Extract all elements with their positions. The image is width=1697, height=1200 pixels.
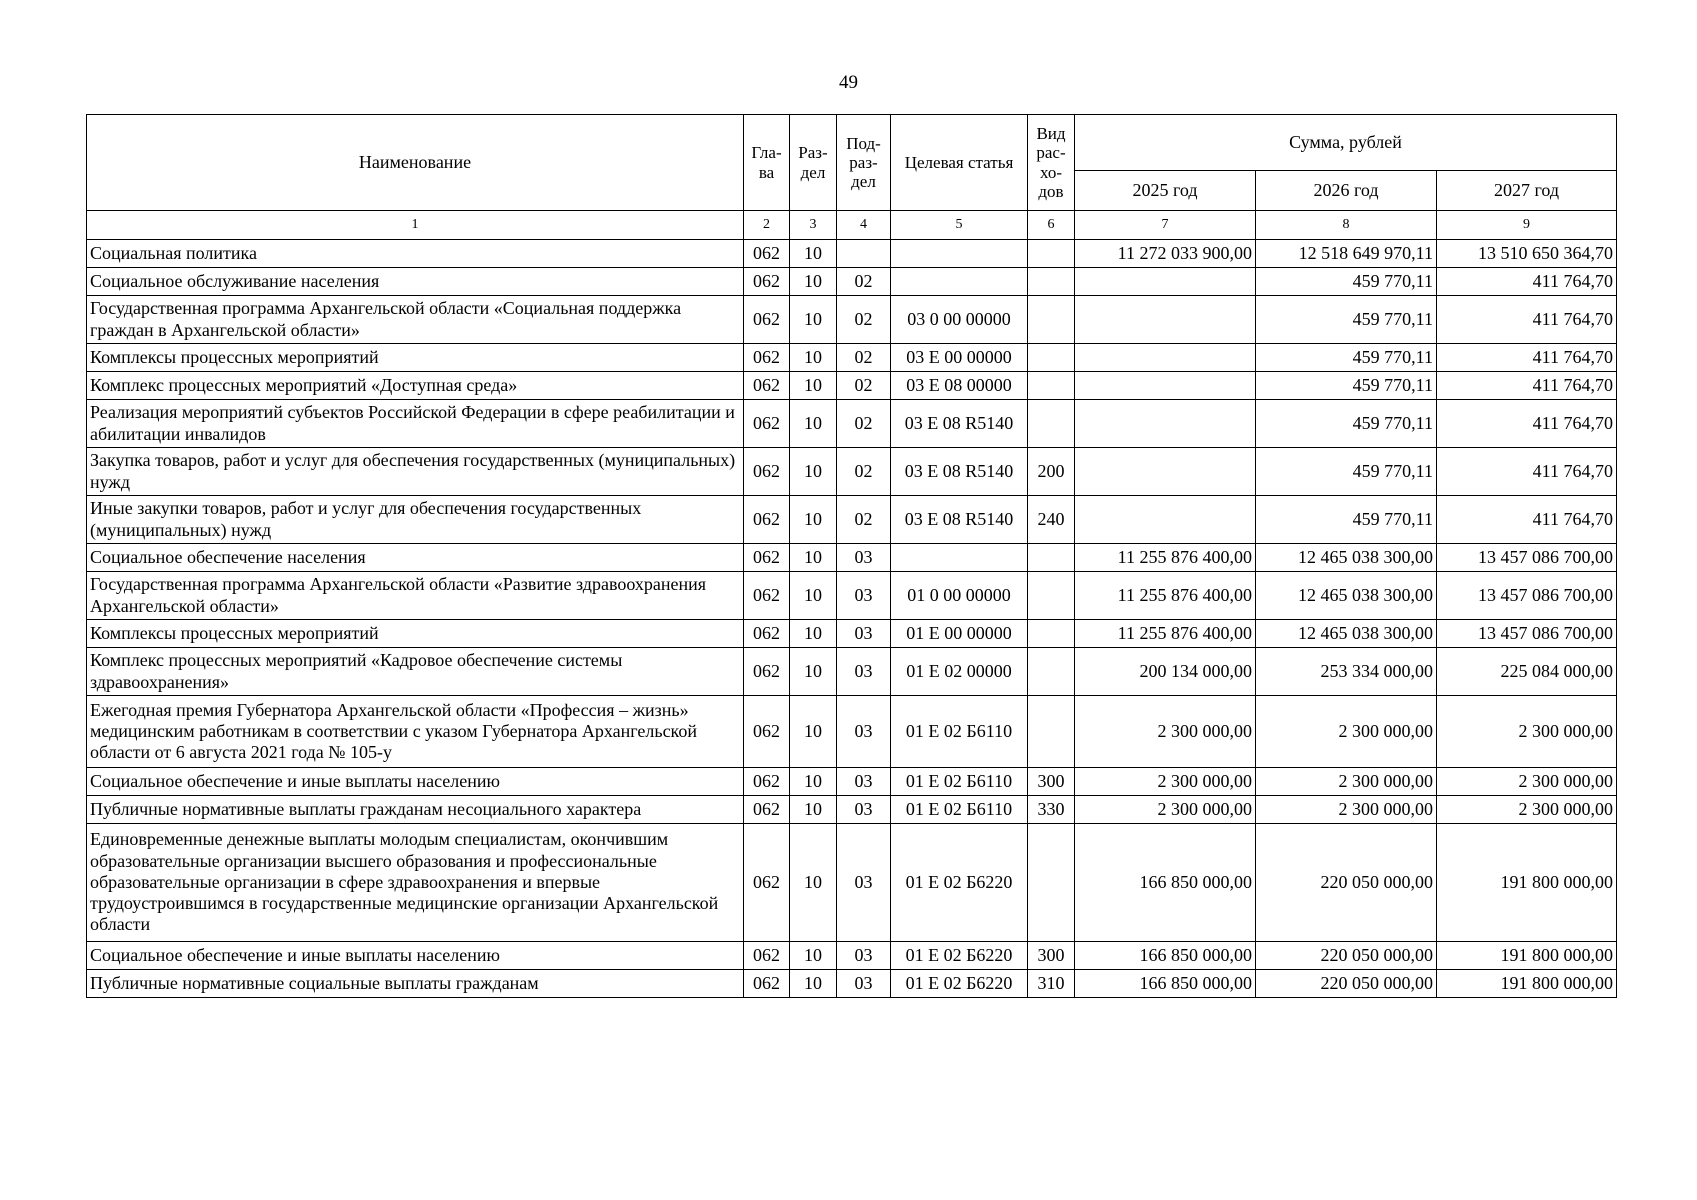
row-target-article: 01 Е 02 Б6110 <box>891 768 1028 796</box>
row-name: Реализация мероприятий субъектов Российской Федерации в сфере реабилитации и абилитации инвалидов <box>87 400 744 448</box>
table-row <box>87 448 1617 496</box>
row-sum-2026: 253 334 000,00 <box>1256 648 1437 696</box>
row-sum-2027: 13 510 650 364,70 <box>1437 240 1617 268</box>
row-sum-2027: 13 457 086 700,00 <box>1437 544 1617 572</box>
row-razdel: 10 <box>790 970 837 998</box>
row-podrazdel: 02 <box>837 448 891 496</box>
row-podrazdel: 03 <box>837 696 891 768</box>
table-row <box>87 268 1617 296</box>
row-sum-2027: 411 764,70 <box>1437 372 1617 400</box>
row-expense-type <box>1028 372 1075 400</box>
row-sum-2025 <box>1075 496 1256 544</box>
row-sum-2026: 220 050 000,00 <box>1256 942 1437 970</box>
row-razdel: 10 <box>790 372 837 400</box>
row-target-article: 01 Е 02 Б6110 <box>891 796 1028 824</box>
row-podrazdel <box>837 240 891 268</box>
row-sum-2027: 411 764,70 <box>1437 296 1617 344</box>
row-glava: 062 <box>744 240 790 268</box>
column-number: 2 <box>744 211 790 240</box>
row-glava: 062 <box>744 496 790 544</box>
row-razdel: 10 <box>790 496 837 544</box>
header-year-2026: 2026 год <box>1256 171 1437 211</box>
row-sum-2025: 11 255 876 400,00 <box>1075 544 1256 572</box>
row-expense-type <box>1028 344 1075 372</box>
row-sum-2026: 2 300 000,00 <box>1256 796 1437 824</box>
header-podrazdel: Под-раз-дел <box>837 115 891 211</box>
row-sum-2027: 191 800 000,00 <box>1437 942 1617 970</box>
row-podrazdel: 03 <box>837 970 891 998</box>
column-number: 1 <box>87 211 744 240</box>
row-razdel: 10 <box>790 572 837 620</box>
row-razdel: 10 <box>790 768 837 796</box>
row-expense-type <box>1028 572 1075 620</box>
row-sum-2026: 220 050 000,00 <box>1256 824 1437 942</box>
row-sum-2025: 2 300 000,00 <box>1075 768 1256 796</box>
row-podrazdel: 03 <box>837 544 891 572</box>
row-glava: 062 <box>744 344 790 372</box>
row-sum-2027: 191 800 000,00 <box>1437 824 1617 942</box>
row-target-article: 01 Е 02 Б6220 <box>891 824 1028 942</box>
row-expense-type <box>1028 648 1075 696</box>
column-number: 8 <box>1256 211 1437 240</box>
row-sum-2025: 166 850 000,00 <box>1075 824 1256 942</box>
row-sum-2025: 2 300 000,00 <box>1075 796 1256 824</box>
row-sum-2026: 12 465 038 300,00 <box>1256 572 1437 620</box>
table-row <box>87 648 1617 696</box>
row-target-article: 03 Е 08 00000 <box>891 372 1028 400</box>
table-row <box>87 496 1617 544</box>
row-sum-2026: 459 770,11 <box>1256 344 1437 372</box>
table-row <box>87 572 1617 620</box>
row-name: Публичные нормативные социальные выплаты гражданам <box>87 970 744 998</box>
table-body <box>87 211 1617 998</box>
row-glava: 062 <box>744 448 790 496</box>
row-expense-type <box>1028 696 1075 768</box>
row-name: Социальная политика <box>87 240 744 268</box>
row-razdel: 10 <box>790 824 837 942</box>
table-row <box>87 372 1617 400</box>
row-razdel: 10 <box>790 696 837 768</box>
column-number: 3 <box>790 211 837 240</box>
row-name: Социальное обеспечение населения <box>87 544 744 572</box>
page-number: 49 <box>839 72 858 93</box>
table-row <box>87 970 1617 998</box>
column-number: 5 <box>891 211 1028 240</box>
row-podrazdel: 03 <box>837 768 891 796</box>
row-expense-type: 310 <box>1028 970 1075 998</box>
row-podrazdel: 03 <box>837 648 891 696</box>
row-name: Государственная программа Архангельской области «Социальная поддержка граждан в Архангельской области» <box>87 296 744 344</box>
row-podrazdel: 02 <box>837 344 891 372</box>
row-name: Государственная программа Архангельской области «Развитие здравоохранения Архангельской области» <box>87 572 744 620</box>
header-vid: Вид рас-хо-дов <box>1028 115 1075 211</box>
row-expense-type: 330 <box>1028 796 1075 824</box>
row-glava: 062 <box>744 942 790 970</box>
row-name: Комплекс процессных мероприятий «Доступная среда» <box>87 372 744 400</box>
row-sum-2025 <box>1075 344 1256 372</box>
row-glava: 062 <box>744 824 790 942</box>
row-razdel: 10 <box>790 648 837 696</box>
budget-table <box>86 114 1617 998</box>
column-number: 6 <box>1028 211 1075 240</box>
table-row <box>87 344 1617 372</box>
row-sum-2025: 11 255 876 400,00 <box>1075 572 1256 620</box>
row-sum-2025 <box>1075 448 1256 496</box>
row-expense-type: 300 <box>1028 768 1075 796</box>
row-sum-2026: 12 465 038 300,00 <box>1256 544 1437 572</box>
row-sum-2027: 411 764,70 <box>1437 268 1617 296</box>
row-sum-2027: 13 457 086 700,00 <box>1437 620 1617 648</box>
row-expense-type: 240 <box>1028 496 1075 544</box>
row-sum-2025: 11 272 033 900,00 <box>1075 240 1256 268</box>
row-sum-2027: 411 764,70 <box>1437 400 1617 448</box>
row-target-article <box>891 544 1028 572</box>
row-sum-2026: 12 518 649 970,11 <box>1256 240 1437 268</box>
row-expense-type <box>1028 824 1075 942</box>
row-glava: 062 <box>744 648 790 696</box>
row-sum-2026: 2 300 000,00 <box>1256 768 1437 796</box>
table-row <box>87 400 1617 448</box>
row-expense-type <box>1028 400 1075 448</box>
row-expense-type: 200 <box>1028 448 1075 496</box>
table-row <box>87 696 1617 768</box>
row-glava: 062 <box>744 768 790 796</box>
row-name: Социальное обеспечение и иные выплаты населению <box>87 768 744 796</box>
row-sum-2025 <box>1075 268 1256 296</box>
table-row <box>87 544 1617 572</box>
row-glava: 062 <box>744 970 790 998</box>
row-expense-type <box>1028 544 1075 572</box>
row-podrazdel: 03 <box>837 572 891 620</box>
row-target-article: 03 0 00 00000 <box>891 296 1028 344</box>
row-sum-2025: 200 134 000,00 <box>1075 648 1256 696</box>
row-sum-2027: 411 764,70 <box>1437 448 1617 496</box>
row-target-article: 01 Е 02 Б6110 <box>891 696 1028 768</box>
row-sum-2026: 459 770,11 <box>1256 400 1437 448</box>
row-sum-2027: 2 300 000,00 <box>1437 696 1617 768</box>
row-sum-2026: 2 300 000,00 <box>1256 696 1437 768</box>
row-podrazdel: 03 <box>837 620 891 648</box>
row-glava: 062 <box>744 372 790 400</box>
row-expense-type <box>1028 620 1075 648</box>
row-sum-2026: 459 770,11 <box>1256 448 1437 496</box>
row-sum-2026: 459 770,11 <box>1256 496 1437 544</box>
row-sum-2027: 411 764,70 <box>1437 344 1617 372</box>
row-glava: 062 <box>744 696 790 768</box>
row-glava: 062 <box>744 268 790 296</box>
row-name: Комплексы процессных мероприятий <box>87 344 744 372</box>
row-razdel: 10 <box>790 544 837 572</box>
row-sum-2027: 411 764,70 <box>1437 496 1617 544</box>
row-razdel: 10 <box>790 448 837 496</box>
row-sum-2027: 2 300 000,00 <box>1437 796 1617 824</box>
row-name: Социальное обеспечение и иные выплаты населению <box>87 942 744 970</box>
row-name: Комплекс процессных мероприятий «Кадровое обеспечение системы здравоохранения» <box>87 648 744 696</box>
row-glava: 062 <box>744 796 790 824</box>
row-sum-2025: 166 850 000,00 <box>1075 942 1256 970</box>
column-number: 4 <box>837 211 891 240</box>
table-row <box>87 824 1617 942</box>
row-podrazdel: 02 <box>837 268 891 296</box>
row-sum-2025: 11 255 876 400,00 <box>1075 620 1256 648</box>
header-razdel: Раз-дел <box>790 115 837 211</box>
row-name: Социальное обслуживание населения <box>87 268 744 296</box>
row-target-article: 03 Е 08 R5140 <box>891 496 1028 544</box>
row-name: Ежегодная премия Губернатора Архангельской области «Профессия – жизнь» медицинским работникам в соответствии с указом Губернатора Архангельской области от 6 августа 2021 года № 105-у <box>87 696 744 768</box>
row-razdel: 10 <box>790 942 837 970</box>
row-podrazdel: 02 <box>837 400 891 448</box>
table-row <box>87 796 1617 824</box>
row-razdel: 10 <box>790 240 837 268</box>
row-razdel: 10 <box>790 400 837 448</box>
row-target-article: 01 0 00 00000 <box>891 572 1028 620</box>
table-row <box>87 240 1617 268</box>
row-sum-2026: 459 770,11 <box>1256 372 1437 400</box>
row-name: Единовременные денежные выплаты молодым специалистам, окончившим образовательные организации высшего образования и профессиональные образовательные организации в сфере здравоохранения и впервые трудоустроившимся в государственные медицинские организации Архангельской области <box>87 824 744 942</box>
row-name: Закупка товаров, работ и услуг для обеспечения государственных (муниципальных) нужд <box>87 448 744 496</box>
row-name: Комплексы процессных мероприятий <box>87 620 744 648</box>
column-number: 7 <box>1075 211 1256 240</box>
row-expense-type <box>1028 240 1075 268</box>
row-razdel: 10 <box>790 268 837 296</box>
row-glava: 062 <box>744 572 790 620</box>
row-name: Публичные нормативные выплаты гражданам несоциального характера <box>87 796 744 824</box>
row-sum-2027: 225 084 000,00 <box>1437 648 1617 696</box>
row-podrazdel: 03 <box>837 824 891 942</box>
row-sum-2027: 191 800 000,00 <box>1437 970 1617 998</box>
row-expense-type: 300 <box>1028 942 1075 970</box>
row-sum-2025 <box>1075 400 1256 448</box>
row-podrazdel: 03 <box>837 942 891 970</box>
row-sum-2026: 12 465 038 300,00 <box>1256 620 1437 648</box>
row-target-article: 03 Е 08 R5140 <box>891 400 1028 448</box>
column-number-row <box>87 211 1617 240</box>
row-target-article: 01 Е 02 Б6220 <box>891 970 1028 998</box>
header-year-2027: 2027 год <box>1437 171 1617 211</box>
row-podrazdel: 02 <box>837 372 891 400</box>
row-sum-2027: 2 300 000,00 <box>1437 768 1617 796</box>
table-row <box>87 942 1617 970</box>
row-glava: 062 <box>744 620 790 648</box>
header-year-2025: 2025 год <box>1075 171 1256 211</box>
row-target-article: 03 Е 08 R5140 <box>891 448 1028 496</box>
row-expense-type <box>1028 296 1075 344</box>
row-sum-2025 <box>1075 372 1256 400</box>
row-podrazdel: 02 <box>837 496 891 544</box>
header-target: Целевая статья <box>891 115 1028 211</box>
row-glava: 062 <box>744 296 790 344</box>
row-target-article <box>891 268 1028 296</box>
row-target-article: 01 Е 02 Б6220 <box>891 942 1028 970</box>
row-podrazdel: 03 <box>837 796 891 824</box>
row-sum-2026: 459 770,11 <box>1256 296 1437 344</box>
row-razdel: 10 <box>790 620 837 648</box>
row-target-article: 03 Е 00 00000 <box>891 344 1028 372</box>
row-target-article <box>891 240 1028 268</box>
row-glava: 062 <box>744 400 790 448</box>
header-name: Наименование <box>87 115 744 211</box>
table-row <box>87 768 1617 796</box>
row-sum-2025: 2 300 000,00 <box>1075 696 1256 768</box>
table-row <box>87 620 1617 648</box>
header-sum: Сумма, рублей <box>1075 115 1617 171</box>
row-sum-2026: 220 050 000,00 <box>1256 970 1437 998</box>
row-target-article: 01 Е 00 00000 <box>891 620 1028 648</box>
row-razdel: 10 <box>790 296 837 344</box>
row-name: Иные закупки товаров, работ и услуг для обеспечения государственных (муниципальных) нужд <box>87 496 744 544</box>
row-sum-2025 <box>1075 296 1256 344</box>
column-number: 9 <box>1437 211 1617 240</box>
row-podrazdel: 02 <box>837 296 891 344</box>
row-sum-2027: 13 457 086 700,00 <box>1437 572 1617 620</box>
row-sum-2026: 459 770,11 <box>1256 268 1437 296</box>
header-glava: Гла-ва <box>744 115 790 211</box>
row-razdel: 10 <box>790 344 837 372</box>
row-glava: 062 <box>744 544 790 572</box>
table-row <box>87 296 1617 344</box>
row-razdel: 10 <box>790 796 837 824</box>
row-expense-type <box>1028 268 1075 296</box>
row-target-article: 01 Е 02 00000 <box>891 648 1028 696</box>
row-sum-2025: 166 850 000,00 <box>1075 970 1256 998</box>
